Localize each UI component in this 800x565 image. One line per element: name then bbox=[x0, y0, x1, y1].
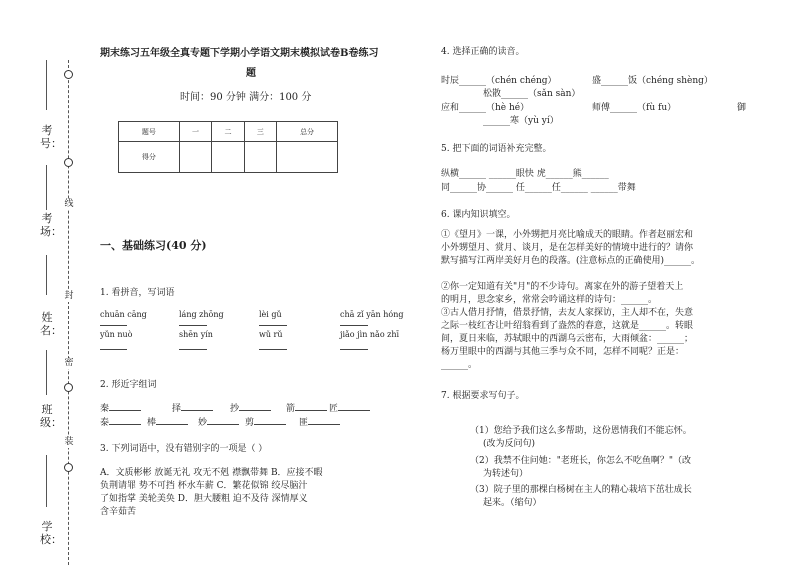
pinyin: chuān cāng bbox=[100, 310, 147, 319]
sentence-line: 为转述句） bbox=[483, 469, 529, 479]
char: 剪 bbox=[245, 418, 255, 428]
question-title: 3. 下列词语中，没有错别字的一项是（ ） bbox=[100, 444, 268, 454]
section-heading: 一、基础练习(40 分) bbox=[100, 239, 207, 252]
char: 箭 bbox=[286, 404, 296, 414]
school-blank[interactable] bbox=[46, 455, 47, 507]
binding-mark: 封 bbox=[64, 291, 74, 301]
score-header-cell: 一 bbox=[179, 122, 211, 142]
option-line: 负荆请罪 势不可挡 杯水车薪 C．繁花似锦 绞尽脑汁 bbox=[100, 481, 308, 491]
answer-blank[interactable] bbox=[156, 416, 188, 425]
pinyin: chā zǐ yān hóng bbox=[340, 310, 404, 319]
answer-blank[interactable] bbox=[100, 349, 127, 350]
reading-item: 盛______饭（chéng shèng） bbox=[592, 76, 713, 86]
answer-blank[interactable] bbox=[259, 349, 287, 350]
pinyin: wǔ rǔ bbox=[259, 330, 283, 339]
char: 妙 bbox=[198, 418, 208, 428]
answer-blank[interactable] bbox=[179, 325, 207, 326]
exam-title: 期末练习五年级全真专题下学期小学语文期末模拟试卷B卷练习 bbox=[100, 48, 379, 59]
name-label: 姓名： bbox=[40, 311, 62, 337]
exam-room-blank[interactable] bbox=[46, 165, 47, 210]
binding-hole bbox=[64, 463, 73, 472]
sentence-line: （2）我禁不住问她："老班长，你怎么不吃鱼啊？"（改 bbox=[470, 456, 692, 466]
answer-blank[interactable] bbox=[207, 416, 239, 425]
binding-hole bbox=[64, 70, 73, 79]
char: 秦 bbox=[100, 404, 110, 414]
answer-blank[interactable] bbox=[109, 402, 141, 411]
name-blank[interactable] bbox=[46, 255, 47, 295]
paragraph-line: ③古人借月抒情，借景抒情，去友人家探访，主人却不在，失意 bbox=[441, 308, 694, 318]
question-title: 7. 根据要求写句子。 bbox=[441, 391, 525, 401]
paragraph-line: ①《望月》一课，小外甥把月亮比喻成天的眼睛。作者赵丽宏和 bbox=[441, 230, 694, 240]
sentence-line: （1）您给予我们这么多帮助，这份恩情我们不能忘怀。 bbox=[470, 426, 692, 436]
char: 抄 bbox=[230, 404, 240, 414]
class-label: 班级： bbox=[40, 403, 62, 429]
binding-hole bbox=[64, 158, 73, 167]
score-header-cell: 二 bbox=[212, 122, 244, 142]
question-title: 2. 形近字组词 bbox=[100, 380, 157, 390]
char: 匪 bbox=[299, 418, 309, 428]
binding-mark: 线 bbox=[64, 199, 74, 209]
score-cell[interactable] bbox=[244, 142, 276, 173]
reading-item: 松散______（sǎn sàn） bbox=[483, 89, 581, 99]
question-title: 4. 选择正确的读音。 bbox=[441, 47, 525, 57]
paragraph-line: 杨万里眼中的西湖与其他三季与众不同，怎样不同呢？正是： bbox=[441, 347, 685, 357]
sentence-line: （3）院子里的那棵白杨树在主人的精心栽培下茁壮成长 bbox=[470, 485, 692, 495]
answer-blank[interactable] bbox=[179, 349, 207, 350]
reading-item: ______寒（yù yí） bbox=[483, 116, 559, 126]
pinyin: shēn yín bbox=[179, 330, 213, 339]
reading-item: 时辰______（chén chéng） bbox=[441, 76, 557, 86]
class-blank[interactable] bbox=[46, 350, 47, 395]
pinyin: jiǎo jìn nǎo zhī bbox=[340, 330, 400, 339]
char: 择 bbox=[172, 404, 182, 414]
reading-item: 师傅______（fù fu） bbox=[592, 103, 677, 113]
exam-no-label: 考号： bbox=[40, 124, 62, 150]
question-title: 5. 把下面的词语补充完整。 bbox=[441, 144, 552, 154]
time-score: 时间：90 分钟 满分：100 分 bbox=[180, 92, 312, 103]
idiom-line: 纵横______ ______眼快 虎______熊______ bbox=[441, 169, 609, 179]
sentence-line: (改为反问句) bbox=[483, 439, 536, 449]
binding-hole bbox=[64, 383, 73, 392]
paragraph-line: 之际一枝红杏让叶绍翁看到了盎然的春意，这就是______。转眼 bbox=[441, 321, 694, 331]
score-row-label: 得分 bbox=[119, 142, 180, 173]
pinyin: yǔn nuò bbox=[100, 330, 133, 339]
option-line: 含辛茹苦 bbox=[100, 507, 137, 517]
question-title: 1. 看拼音，写词语 bbox=[100, 288, 175, 298]
answer-blank[interactable] bbox=[254, 416, 286, 425]
paragraph-line: 小外甥望月、赏月、谈月，是在怎样美好的情境中进行的？请你 bbox=[441, 243, 694, 253]
pinyin: lèi gǔ bbox=[259, 310, 282, 319]
reading-item: 御 bbox=[737, 103, 747, 113]
score-header-cell: 三 bbox=[244, 122, 276, 142]
paragraph-line: 默写描写江两岸美好月色的段落。(注意标点的正确使用)______。 bbox=[441, 256, 701, 266]
exam-room-label: 考场： bbox=[40, 212, 62, 238]
option-line: A．文质彬彬 放诞无礼 攻无不剋 襟飘带舞 B．应接不暇 bbox=[100, 468, 323, 478]
score-cell[interactable] bbox=[277, 142, 338, 173]
score-table bbox=[118, 121, 338, 173]
idiom-line: 同______协______ 任______任______ ______带舞 bbox=[441, 183, 636, 193]
binding-mark: 密 bbox=[64, 358, 74, 368]
school-label: 学校： bbox=[40, 520, 62, 546]
char: 泰 bbox=[100, 418, 110, 428]
answer-blank[interactable] bbox=[338, 402, 370, 411]
question-title: 6. 课内知识填空。 bbox=[441, 210, 516, 220]
paragraph-line: 间，夏日来临，苏轼眼中的西湖乌云密布，大雨倾盆：______； bbox=[441, 334, 694, 344]
exam-title-continued: 题 bbox=[246, 68, 256, 79]
answer-blank[interactable] bbox=[259, 325, 287, 326]
answer-blank[interactable] bbox=[100, 325, 127, 326]
answer-blank[interactable] bbox=[181, 402, 213, 411]
binding-dashed-line bbox=[68, 60, 69, 565]
score-cell[interactable] bbox=[212, 142, 244, 173]
paragraph-line: 的明月，思念家乡，常常会吟诵这样的诗句：______。 bbox=[441, 295, 658, 305]
binding-mark: 装 bbox=[64, 437, 74, 447]
char: 棒 bbox=[147, 418, 157, 428]
score-cell[interactable] bbox=[179, 142, 211, 173]
paragraph-line: ②你一定知道有关"月"的不少诗句。离家在外的游子望着天上 bbox=[441, 282, 684, 292]
option-line: 了如指掌 美轮美奂 D．胆大腰粗 迫不及待 深情厚义 bbox=[100, 494, 308, 504]
answer-blank[interactable] bbox=[340, 349, 368, 350]
exam-no-blank[interactable] bbox=[46, 60, 47, 110]
paragraph-line: ______。 bbox=[441, 360, 478, 370]
answer-blank[interactable] bbox=[109, 416, 141, 425]
answer-blank[interactable] bbox=[340, 325, 368, 326]
answer-blank[interactable] bbox=[295, 402, 327, 411]
answer-blank[interactable] bbox=[239, 402, 271, 411]
reading-item: 应和______（hè hé） bbox=[441, 103, 530, 113]
score-header-cell: 总分 bbox=[277, 122, 338, 142]
sentence-line: 起来。（缩句） bbox=[483, 498, 542, 508]
answer-blank[interactable] bbox=[308, 416, 340, 425]
char: 匠 bbox=[329, 404, 339, 414]
score-header-cell: 题号 bbox=[119, 122, 180, 142]
pinyin: láng zhōng bbox=[179, 310, 224, 319]
